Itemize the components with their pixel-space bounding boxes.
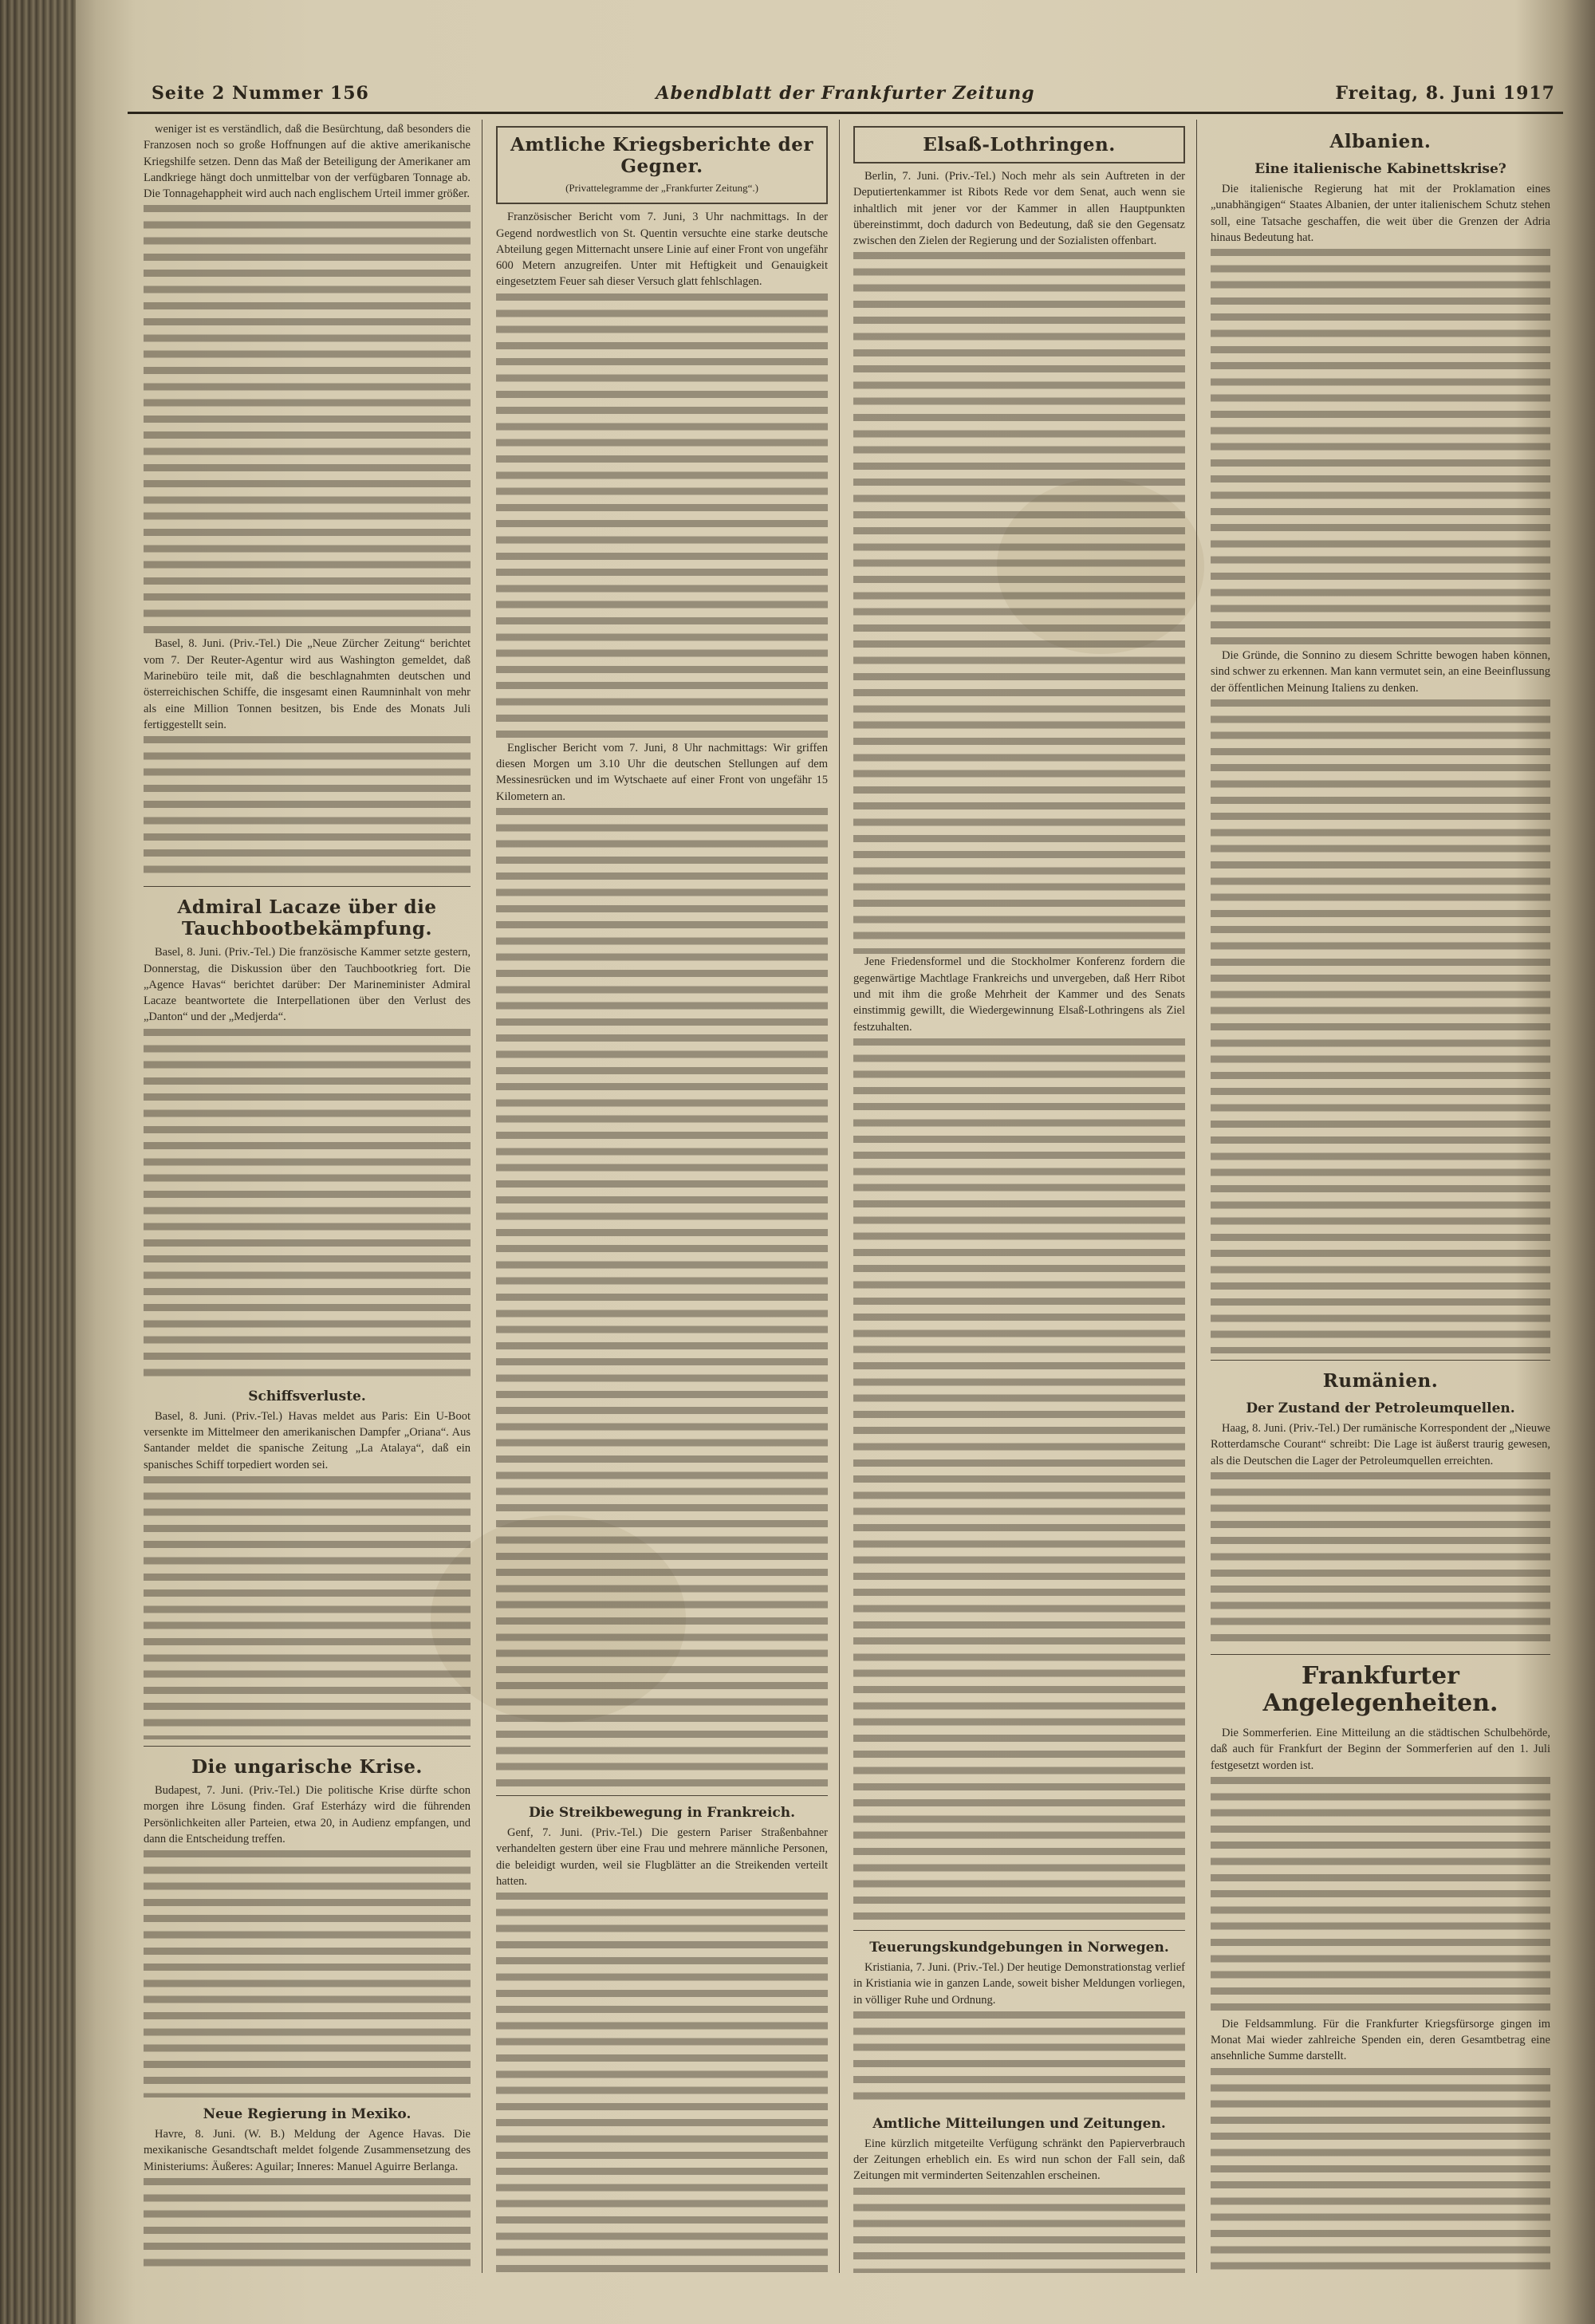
article-text: weniger ist es verständlich, daß die Besürchtung, daß besonders die Franzosen noch so große Hoffnungen auf die aktive amerikanische Kriegshilfe setzen. Denn das Maß der Beteiligung der Amerikaner am Landkriege hängt doch unmittelbar von der verfügbaren Tonnage ab. Die Tonnagehappheit wird auch nach englischem Urteil immer größer. — [144, 123, 471, 201]
article-text: Jene Friedensformel und die Stockholmer Konferenz fordern die gegenwärtige Machtlage Frankreichs und unvergeben, daß Herr Ribot und mit ihm die große Mehrheit der Kammer und des Senats einstimmig gewillt, die Wiedergewinnung Elsaß-Lothringens als Ziel festzuhalten. — [853, 955, 1185, 1034]
section-divider — [1211, 1360, 1550, 1361]
article-subline: (Privattelegramme der „Frankfurter Zeitung“.) — [565, 182, 758, 194]
article-headline: Amtliche Mitteilungen und Zeitungen. — [872, 2115, 1166, 2132]
column-divider — [1196, 120, 1197, 2273]
text-block — [144, 205, 471, 636]
article-text: Berlin, 7. Juni. (Priv.-Tel.) Noch mehr als sein Auftreten in der Deputiertenkammer ist Ribots Rede vor dem Senat, auch wenn sie inhaltlich mit jener vor der Kammer in allen Hauptpunkten übereinstimmt, doch dadurch von Bedeutung, daß sie den Gegensatz zwischen den Zielen der Regierung und der Sozialisten offenbart. — [853, 170, 1185, 248]
text-block — [853, 2011, 1185, 2107]
article-text: Englischer Bericht vom 7. Juni, 8 Uhr nachmittags: Wir griffen diesen Morgen um 3.10 Uhr die deutschen Stellungen auf dem Messinesrücken und im Wytschaete auf einer Front von ungefähr 15 Kilometern an. — [496, 741, 828, 803]
article-text: Basel, 8. Juni. (Priv.-Tel.) Havas meldet aus Paris: Ein U-Boot versenkte im Mittelmeer den amerikanischen Dampfer „Oriana“. Aus Santander meldet die spanische Zeitung „La Atalaya“, daß ein spanisches Schiff torpediert worden sei. — [144, 1409, 471, 1471]
section-divider — [144, 1746, 471, 1747]
column-2 — [496, 121, 828, 2273]
section-title: Frankfurter Angelegenheiten. — [1262, 1661, 1499, 1717]
article-text: Die Feldsammlung. Für die Frankfurter Kriegsfürsorge gingen im Monat Mai wieder zahlreiche Spenden ein, deren Gesamtbetrag eine ansehnliche Summe darstellt. — [1211, 2017, 1550, 2063]
text-block — [1211, 1472, 1550, 1648]
article-headline: Die Streikbewegung in Frankreich. — [528, 1804, 796, 1821]
article-headline: Teuerungskundgebungen in Norwegen. — [869, 1939, 1169, 1956]
article-text: Basel, 8. Juni. (Priv.-Tel.) Die französische Kammer setzte gestern, Donnerstag, die Diskussion über den Tauchbootkrieg fort. Die „Agence Havas“ berichtet darüber: Der Marineminister Admiral Lacaze beantwortete die Interpellationen über den Verlust des „Danton“ und der „Medjerda“. — [144, 946, 471, 1024]
article-subheadline: Eine italienische Kabinettskrise? — [1254, 161, 1506, 177]
header-rule — [128, 112, 1563, 114]
section-divider — [1211, 1654, 1550, 1655]
text-block — [144, 736, 471, 880]
text-block — [1211, 699, 1550, 1353]
section-divider — [853, 1930, 1185, 1931]
newspaper-page — [128, 72, 1563, 2297]
text-block — [496, 808, 828, 1789]
text-block — [853, 252, 1185, 954]
headline-box — [853, 126, 1185, 163]
text-block — [144, 2178, 471, 2273]
article-text: Kristiania, 7. Juni. (Priv.-Tel.) Der heutige Demonstrationstag verlief in Kristiania wie in ganzen Lande, soweit bisher Meldungen vorliegen, in völliger Ruhe und Ordnung. — [853, 1960, 1185, 2007]
text-block — [144, 1476, 471, 1739]
page-number-header: Seite 2 Nummer 156 — [152, 83, 369, 104]
headline-box — [496, 126, 828, 204]
text-block — [144, 1850, 471, 2098]
article-text: Die Gründe, die Sonnino zu diesem Schritte bewogen haben können, sind schwer zu erkennen. Man kann vermutet sein, an eine Beeinflussung der öffentlichen Meinung Italiens zu denken. — [1211, 649, 1550, 695]
column-4 — [1211, 121, 1550, 2273]
text-block — [1211, 1777, 1550, 2016]
date-header: Freitag, 8. Juni 1917 — [1335, 83, 1555, 104]
newspaper-masthead: Abendblatt der Frankfurter Zeitung — [656, 83, 1035, 104]
text-block — [144, 1029, 471, 1380]
text-block — [853, 2188, 1185, 2273]
article-text: Die italienische Regierung hat mit der Proklamation eines „unabhängigen“ Staates Albanien, der unter italienischem Schutz stehen soll, eine Tatsache geschaffen, die weit über die Grenzen der Adria hinaus Bedeutung hat. — [1211, 183, 1550, 244]
text-block — [1211, 2068, 1550, 2273]
article-text: Budapest, 7. Juni. (Priv.-Tel.) Die politische Krise dürfte schon morgen ihre Lösung finden. Graf Esterházy wird die führenden Persönlichkeiten aller Parteien, etwa 20, in Audienz empfangen, und dann die Entscheidung treffen. — [144, 1783, 471, 1845]
column-1 — [144, 121, 471, 2273]
article-headline: Die ungarische Krise. — [191, 1755, 423, 1778]
article-headline: Amtliche Kriegsberichte der Gegner. — [510, 134, 814, 177]
text-block — [496, 293, 828, 740]
article-text: Französischer Bericht vom 7. Juni, 3 Uhr nachmittags. In der Gegend nordwestlich von St. Quentin versuchte eine starke deutsche Abteilung gegen Mitternacht unsere Linie auf einer Front von ungefähr 600 Metern anzugreifen. Unter mit Heftigkeit und Genauigkeit eingesetztem Feuer sah dieser Versuch glatt fehlschlagen. — [496, 211, 828, 289]
article-text: Eine kürzlich mitgeteilte Verfügung schränkt den Papierverbrauch der Zeitungen erheblich ein. Es wird nun schon der Fall sein, daß Zeitungen mit verminderten Seitenzahlen erscheinen. — [853, 2137, 1185, 2183]
article-text: Haag, 8. Juni. (Priv.-Tel.) Der rumänische Korrespondent der „Nieuwe Rotterdamsche Courant“ schreibt: Die Lage ist äußerst traurig gewesen, als die Deutschen die Lager der Petroleumquellen erreichten. — [1211, 1422, 1550, 1467]
article-headline: Rumänien. — [1322, 1370, 1439, 1392]
article-text: Havre, 8. Juni. (W. B.) Meldung der Agence Havas. Die mexikanische Gesandtschaft meldet folgende Zusammensetzung des Ministeriums: Äußeres: Aguilar; Inneres: Manuel Aguirre Berlanga. — [144, 2128, 471, 2173]
text-block — [496, 1893, 828, 2273]
article-headline: Neue Regierung in Mexiko. — [203, 2106, 412, 2123]
section-divider — [496, 1795, 828, 1796]
section-divider — [144, 886, 471, 887]
text-block — [1211, 249, 1550, 648]
article-headline: Albanien. — [1329, 131, 1432, 152]
article-subheadline: Der Zustand der Petroleumquellen. — [1246, 1400, 1515, 1417]
article-text: Genf, 7. Juni. (Priv.-Tel.) Die gestern Pariser Straßenbahner verhandelten gestern über eine Frau und mehrere männliche Personen, die beleidigt wurden, weil sie Flugblätter an die Streikenden verteilt hatten. — [496, 1826, 828, 1888]
article-headline: Elsaß-Lothringen. — [923, 134, 1116, 156]
article-text: Die Sommerferien. Eine Mitteilung an die städtischen Schulbehörde, daß auch für Frankfurt der Beginn der Sommerferien auf den 1. Juli festgesetzt worden ist. — [1211, 1726, 1550, 1772]
book-binding-edge — [0, 0, 76, 2324]
text-block — [853, 1038, 1185, 1924]
column-divider — [839, 120, 840, 2273]
article-text: Basel, 8. Juni. (Priv.-Tel.) Die „Neue Zürcher Zeitung“ berichtet vom 7. Der Reuter-Agentur wird aus Washington gemeldet, daß Marinebüro teile mit, daß die beschlagnahmten deutschen und österreichischen Schiffe, die insgesamt einen Raumninhalt von mehr als eine Million Tonnen besitzen, bis Ende des Monats Juli fertiggestellt sein. — [144, 637, 471, 731]
article-headline: Schiffsverluste. — [248, 1388, 366, 1404]
article-headline: Admiral Lacaze über die Tauchbootbekämpfung. — [177, 896, 437, 940]
column-3 — [853, 121, 1185, 2273]
